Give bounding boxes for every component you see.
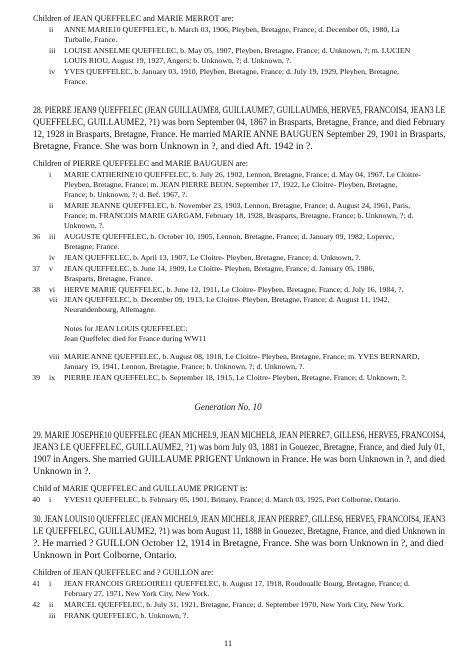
entry-paragraph-line: 29. MARIE JOSEPHE10 QUEFFELEC (JEAN MICHEL9, JEAN MICHEL8, JEAN PIERRE7, GILLES6, HERVE5, FRANCOIS4, (33, 430, 446, 441)
child-entry-line: LOUIS RIOU, August 19, 1927, Angers; b. Unknown, ?; d. Unknown, ?. (64, 56, 292, 65)
child-index: iv (49, 67, 56, 76)
children-heading: Children of JEAN QUEFFELEC and ? GUILLON are: (33, 568, 214, 577)
entry-paragraph-line: 28. PIERRE JEAN9 QUEFFELEC (JEAN GUILLAUME8, GUILLAUME7, GUILLAUME6, HERVE5, FRANCOIS4, JEAN3 LE (33, 105, 446, 116)
child-entry-line: MARIE JEANNE QUEFFELEC, b. November 23, 1903, Lennon, Bretagne, France; d. August 24, 1961, Paris, (64, 201, 411, 210)
reference-number: 40 (32, 495, 40, 504)
child-entry-line: YVES11 QUEFFELEC, b. February 05, 1901, Brittany, France; d. March 03, 1925, Port Colborne, Ontario. (64, 495, 401, 504)
entry-paragraph-line: QUEFFELEC, GUILLAUME2, ?1) was born September 04, 1867 in Brasparts, Bretagne, France, and died February (33, 117, 445, 128)
child-entry-line: Unknown, ?. (64, 221, 105, 230)
entry-paragraph-line: 1907 in Angers. She married GUILLAUME PRIGENT Unknown in France. He was born Unknown in ?, and died (33, 454, 445, 465)
entry-paragraph-line: ?. He married ? GUILLON October 12, 1914 in Bretagne, France. She was born Unknown in ?, and died (33, 538, 444, 549)
child-index: v (49, 264, 53, 273)
reference-number: 39 (32, 373, 40, 382)
child-entry-line: JEAN FRANCOIS GREGOIRE11 QUEFFELEC, b. August 17, 1918, Roudouallc Bourg, Bretagne, France; d. (64, 579, 410, 588)
child-entry-line: MARCEL QUEFFELEC, b. July 31, 1921, Bretagne, France; d. September 1970, New York City, New York. (64, 600, 405, 609)
entry-paragraph-line: LE QUEFFELEC, GUILLAUME2, ?1) was born August 11, 1888 in Gouezec, Bretagne, France, and died Unknown in (33, 526, 445, 537)
child-index: i (49, 495, 52, 504)
entry-paragraph-line: Bretagne, France. She was born Unknown in ?, and died Aft. 1942 in ?. (33, 141, 313, 152)
child-index: i (49, 579, 52, 588)
child-index: viii (49, 352, 60, 361)
reference-number: 41 (32, 579, 40, 588)
child-entry-line: Neurandenbourg, Allemagne. (64, 305, 156, 314)
child-entry-line: JEAN QUEFFELEC, b. April 13, 1907, Le Cloitre- Pleyben, Bretagne, France; d. Unknown, ?. (64, 253, 361, 262)
child-index: iii (49, 232, 56, 241)
child-entry-line: PIERRE JEAN QUEFFELEC, b. September 18, 1915, Le Cloitre- Pleyben, Bretagne, France; d. Unknown, ?. (64, 373, 407, 382)
reference-number: 42 (32, 600, 40, 609)
child-entry-line: France; m. FRANCOIS MARIE GARGAM, February 18, 1928, Brasparts, Bretagne, France; b. Unknown, ?; d. (64, 211, 414, 220)
child-entry-line: FRANK QUEFFELEC, b. Unknown, ?. (64, 611, 189, 620)
child-entry-line: MARIE ANNE QUEFFELEC, b. August 08, 1918, Le Cloitre- Pleyben, Bretagne, France; m. YVES BERNARD, (64, 352, 420, 361)
child-entry-line: Brasparts, Bretagne, France. (64, 274, 153, 283)
children-heading: Children of JEAN QUEFFELEC and MARIE MERROT are: (33, 14, 234, 23)
entry-paragraph-line: 30. JEAN LOUIS10 QUEFFELEC (JEAN MICHEL9, JEAN MICHEL8, JEAN PIERRE7, GILLES6, HERVE5, FRANCOIS4, JEAN3 (33, 514, 446, 525)
child-entry-line: AUGUSTE QUEFFELEC, b. October 10, 1905, Lennon, Bretagne, France; d. January 09, 1982, Loperec, (64, 232, 395, 241)
children-heading: Child of MARIE QUEFFELEC and GUILLAUME PRIGENT is: (33, 484, 248, 493)
child-entry-line: Turballe, France. (64, 35, 118, 44)
child-index: ii (49, 25, 54, 34)
child-index: ii (49, 201, 54, 210)
child-index: iv (49, 253, 56, 262)
child-index: i (49, 170, 52, 179)
child-entry-line: Notes for JEAN LOUIS QUEFFELEC: (64, 324, 188, 333)
child-entry-line: HERVE MARIE QUEFFELEC, b. June 12, 1911, Le Cloitre- Pleyben, Bretagne, France; d. July 16, 1984, ?. (64, 285, 404, 294)
child-index: iii (49, 46, 56, 55)
child-index: iii (49, 611, 56, 620)
child-entry-line: France. (64, 77, 88, 86)
child-entry-line: YVES QUEFFELEC, b. January 03, 1910, Pleyben, Bretagne, France; d. July 19, 1929, Pleyben, Bretagne, (64, 67, 399, 76)
children-heading: Children of PIERRE QUEFFELEC and MARIE BAUGUEN are: (33, 159, 248, 168)
child-entry-line: Bretagne, France. (64, 242, 120, 251)
reference-number: 37 (32, 264, 40, 273)
child-index: vi (49, 285, 56, 294)
child-index: ii (49, 600, 54, 609)
entry-paragraph-line: JEAN3 LE QUEFFELEC, GUILLAUME2, ?1) was born July 03, 1881 in Gouezec, Bretagne, France, and died July 01, (33, 442, 445, 453)
child-entry-line: ANNE MARIE10 QUEFFELEC, b. March 03, 1906, Pleyben, Bretagne, France; d. December 05, 1980, La (64, 25, 400, 34)
entry-paragraph-line: 12, 1928 in Brasparts, Bretagne, France. He married MARIE ANNE BAUGUEN September 29, 1901 in Brasparts, (33, 129, 446, 140)
child-index: vii (49, 295, 58, 304)
child-entry-line: February 27, 1971, New York City, New York. (64, 589, 210, 598)
reference-number: 38 (32, 285, 40, 294)
child-entry-line: MARIE CATHERINE10 QUEFFELEC, b. July 26, 1902, Lennon, Bretagne, France; d. May 04, 1967, Le Cloitre- (64, 170, 421, 179)
child-index: ix (49, 373, 56, 382)
child-entry-line: January 19, 1941, Lennon, Bretagne, France; b. Unknown, ?; d. Unknown, ?. (64, 362, 305, 371)
child-entry-line: Jean Queffelec died for France during WW11 (64, 334, 207, 343)
child-entry-line: France; b. Unknown, ?; d. Bef. 1967, ?. (64, 190, 188, 199)
child-entry-line: JEAN QUEFFELEC, b. December 09, 1913, Le Cloitre- Pleyben, Bretagne, France; d. August 11, 1942, (64, 295, 390, 304)
entry-paragraph-line: Unknown in ?. (33, 466, 91, 477)
entry-paragraph-line: Unknown in Port Colborne, Ontario. (33, 550, 177, 561)
child-entry-line: Pleyben, Bretagne, France; m. JEAN PIERRE BEON, September 17, 1922, Le Cloitre- Pleyben, Bretagne, (64, 180, 398, 189)
child-entry-line: JEAN QUEFFELEC, b. June 14, 1909, Le Cloitre- Pleyben, Bretagne, France; d. January 05, 1986, (64, 264, 375, 273)
child-entry-line: LOUISE ANSELME QUEFFELEC, b. May 05, 1907, Pleyben, Bretagne, France; d. Unknown, ?; m. LUCIEN (64, 46, 411, 55)
reference-number: 36 (32, 232, 40, 241)
generation-heading: Generation No. 10 (194, 402, 262, 412)
page-number: 11 (223, 638, 233, 648)
